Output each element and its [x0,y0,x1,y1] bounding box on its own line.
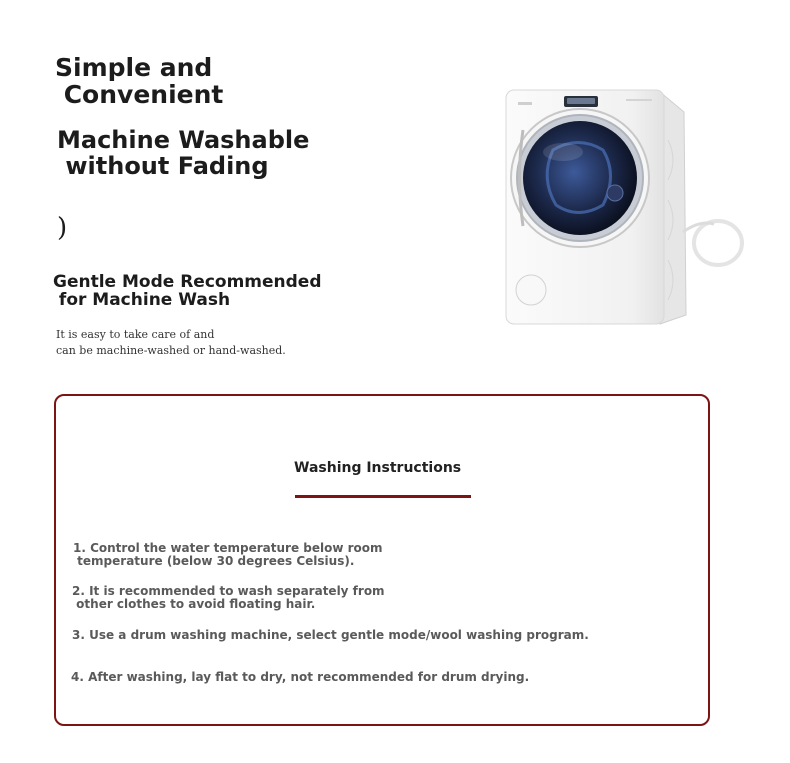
title-underline [295,495,471,498]
washing-instructions-title: Washing Instructions [294,460,462,476]
heading-machine-washable: Machine Washable without Fading [57,126,310,180]
washing-machine-icon [478,80,758,340]
instruction-step-4: 4. After washing, lay flat to dry, not recommended for drum drying. [71,670,530,684]
care-description [56,327,286,359]
instruction-step-2: 2. It is recommended to wash separately from other clothes to avoid floating hair. [72,584,385,611]
care-description-line-1: It is easy to take care of and [56,328,215,341]
instruction-step-1: 1. Control the water temperature below room temperature (below 30 degrees Celsius). [73,541,383,568]
heading-gentle-mode: Gentle Mode Recommended for Machine Wash [53,272,322,310]
heading-simple-convenient: Simple and Convenient [55,53,224,109]
instruction-step-3: 3. Use a drum washing machine, select gentle mode/wool washing program. [72,628,589,642]
stray-parenthesis: ) [57,213,68,243]
care-description-line-2: can be machine-washed or hand-washed. [56,344,286,357]
washing-instructions-box [54,394,710,726]
